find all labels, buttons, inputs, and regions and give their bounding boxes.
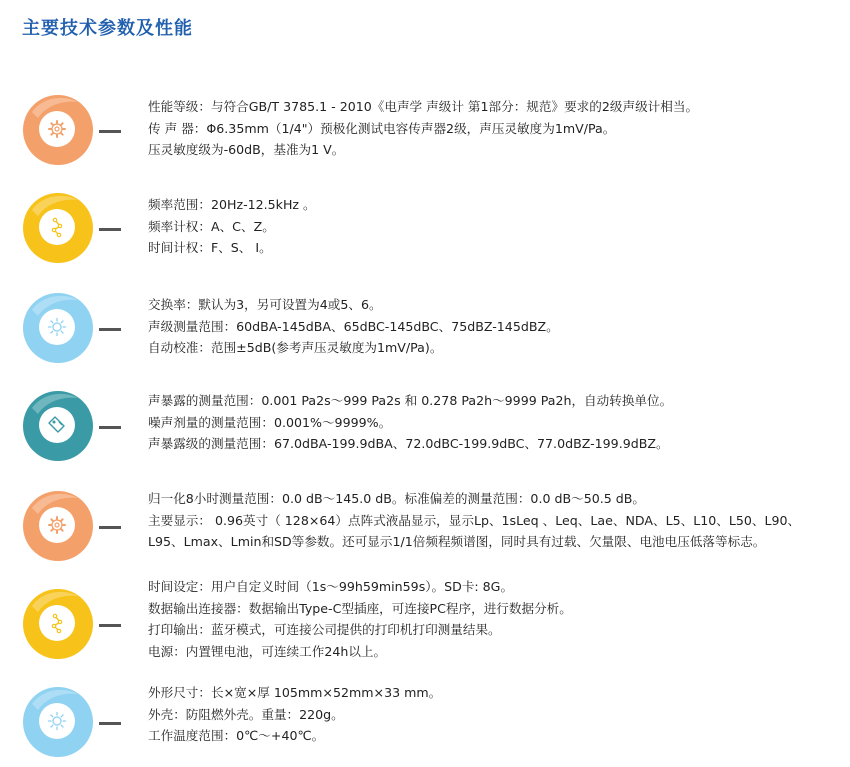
spec-text [148, 576, 572, 662]
spec-text [148, 96, 698, 161]
spec-line: 压灵敏度级为-60dB，基准为1 V。 [148, 142, 345, 157]
spec-line: 性能等级：与符合GB/T 3785.1 - 2010《电声学 声级计 第1部分：规范》要求的2级声级计相当。 [148, 99, 699, 114]
spec-line: 交换率：默认为3，另可设置为4或5、6。 [148, 297, 382, 312]
spec-line: 频率计权：A、C、Z。 [148, 218, 275, 234]
spec-text [148, 488, 800, 553]
spec-line: 主要显示： 0.96英寸（ 128×64）点阵式液晶显示，显示Lp、1sLeq 、Leq、Lae、NDA、L5、L10、L50、L90、 [148, 512, 801, 528]
spec-line: 归一化8小时测量范围：0.0 dB～145.0 dB。标准偏差的测量范围：0.0 dB～50.5 dB。 [148, 491, 645, 506]
spec-text [148, 682, 441, 747]
spec-line: 频率范围：20Hz-12.5kHz 。 [148, 197, 316, 212]
emblem-badge [20, 290, 96, 366]
spec-line: 时间设定：用户自定义时间（1s～99h59min59s）。SD卡: 8G。 [148, 579, 514, 594]
connector-dash [99, 328, 121, 331]
emblem-badge [20, 190, 96, 266]
connector-dash [99, 228, 121, 231]
spec-line: 时间计权：F、S、 I。 [148, 240, 272, 255]
spec-line: 声暴露级的测量范围：67.0dBA-199.9dBA、72.0dBC-199.9dBC、77.0dBZ-199.9dBZ。 [148, 436, 669, 451]
spec-line: 自动校准：范围±5dB(参考声压灵敏度为1mV/Pa)。 [148, 340, 443, 355]
connector-dash [99, 426, 121, 429]
connector-dash [99, 526, 121, 529]
spec-line: 声级测量范围：60dBA-145dBA、65dBC-145dBC、75dBZ-145dBZ。 [148, 318, 559, 334]
emblem-badge [20, 586, 96, 662]
emblem-badge [20, 92, 96, 168]
spec-line: 噪声剂量的测量范围：0.001%～9999%。 [148, 414, 392, 430]
spec-text [148, 390, 672, 455]
connector-dash [99, 722, 121, 725]
spec-text [148, 194, 316, 259]
spec-line: 电源：内置锂电池，可连续工作24h以上。 [148, 643, 387, 659]
emblem-badge [20, 388, 96, 464]
emblem-badge [20, 684, 96, 760]
spec-line: 外形尺寸：长×宽×厚 105mm×52mm×33 mm。 [148, 685, 442, 700]
spec-line: L95、Lmax、Lmin和SD等参数。还可显示1/1倍频程频谱图，同时具有过载、欠量限、电池电压低落等标志。 [148, 534, 766, 549]
spec-line: 声暴露的测量范围：0.001 Pa2s～999 Pa2s 和 0.278 Pa2h～9999 Pa2h，自动转换单位。 [148, 393, 673, 408]
connector-dash [99, 624, 121, 627]
connector-dash [99, 130, 121, 133]
spec-line: 工作温度范围：0℃～+40℃。 [148, 728, 325, 743]
spec-line: 外壳：防阻燃外壳。重量：220g。 [148, 706, 344, 722]
page-title: 主要技术参数及性能 [22, 18, 193, 39]
spec-line: 打印输出：蓝牙模式，可连接公司提供的打印机打印测量结果。 [148, 622, 501, 637]
emblem-badge [20, 488, 96, 564]
spec-line: 数据输出连接器：数据输出Type-C型插座，可连接PC程序，进行数据分析。 [148, 600, 572, 616]
spec-line: 传 声 器：Φ6.35mm（1/4"）预极化测试电容传声器2级，声压灵敏度为1mV/Pa。 [148, 120, 616, 136]
spec-text [148, 294, 559, 359]
